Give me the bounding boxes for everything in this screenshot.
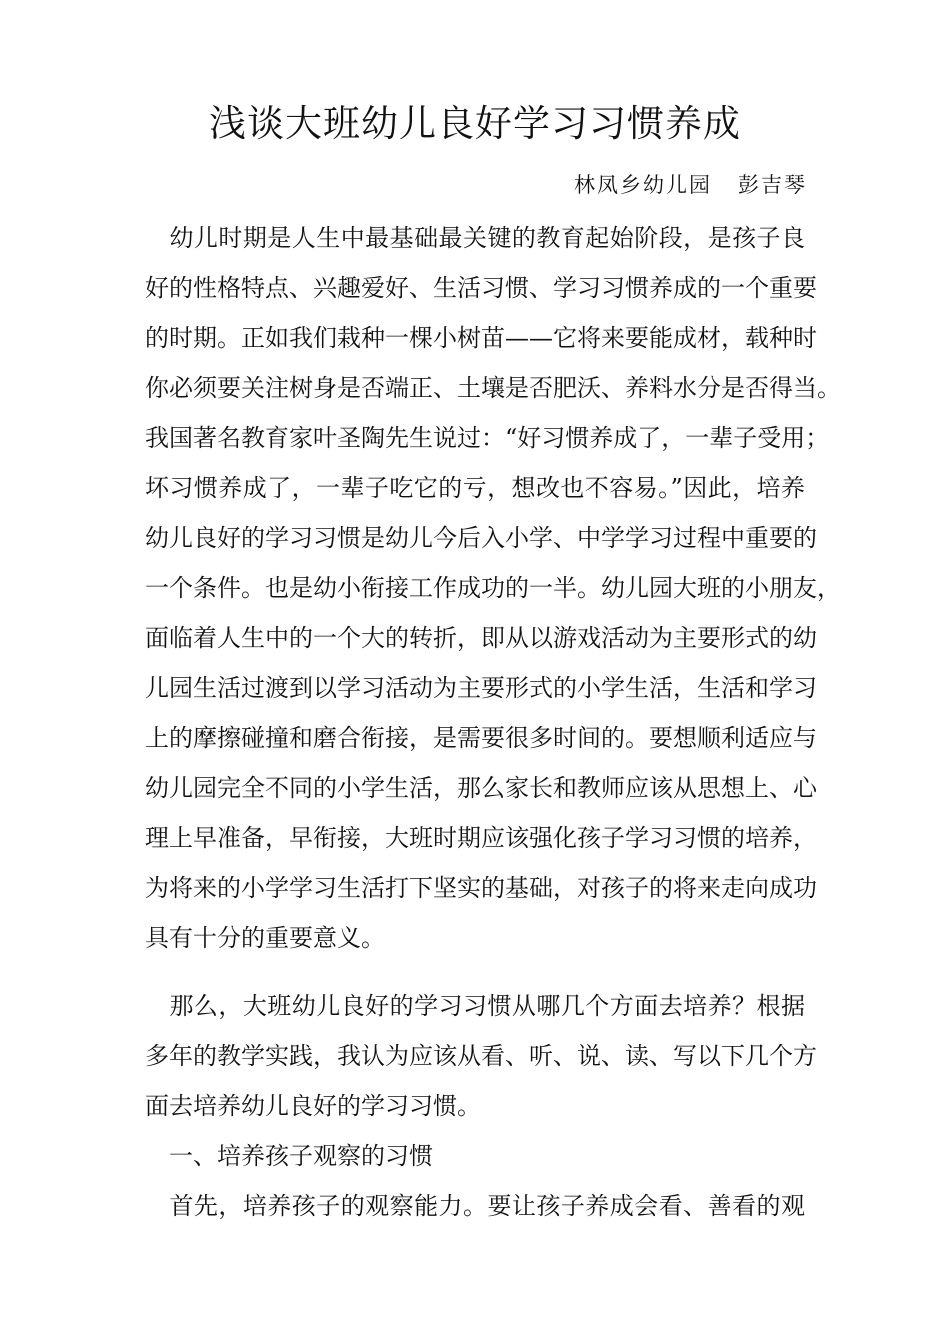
paragraph-line: 首先，培养孩子的观察能力。要让孩子养成会看、善看的观 [145,1192,805,1220]
paragraph-line: 坏习惯养成了，一辈子吃它的亏，想改也不容易。”因此，培养 [145,474,805,502]
byline-organization: 林凤乡幼儿园 [574,173,712,197]
paragraph-line: 幼儿良好的学习习惯是幼儿今后入小学、中学学习过程中重要的 [145,524,817,552]
paragraph-spacer [145,963,805,981]
paragraph-line: 儿园生活过渡到以学习活动为主要形式的小学生活，生活和学习 [145,674,817,702]
paragraph-line: 好的性格特点、兴趣爱好、生活习惯、学习习惯养成的一个重要 [145,274,817,302]
paragraph-line: 具有十分的重要意义。 [145,924,385,952]
paragraph-line: 多年的教学实践，我认为应该从看、听、说、读、写以下几个方 [145,1042,817,1070]
document-title: 浅谈大班幼儿良好学习习惯养成 [209,102,741,145]
section-heading: 一、培养孩子观察的习惯 [145,1142,433,1170]
byline-author: 彭吉琴 [738,173,807,197]
paragraph-line: 幼儿园完全不同的小学生活，那么家长和教师应该从思想上、心 [145,774,817,802]
paragraph-line: 那么，大班幼儿良好的学习习惯从哪几个方面去培养？根据 [145,992,805,1020]
paragraph-line: 上的摩擦碰撞和磨合衔接，是需要很多时间的。要想顺利适应与 [145,724,817,752]
document-body [145,213,841,1231]
byline [574,170,807,200]
paragraph-line: 你必须要关注树身是否端正、土壤是否肥沃、养料水分是否得当。 [145,374,841,402]
paragraph-line: 理上早准备，早衔接，大班时期应该强化孩子学习习惯的培养， [145,824,817,852]
paragraph-line: 面去培养幼儿良好的学习习惯。 [145,1092,481,1120]
paragraph-line: 面临着人生中的一个大的转折，即从以游戏活动为主要形式的幼 [145,624,817,652]
paragraph-line: 我国著名教育家叶圣陶先生说过：“好习惯养成了，一辈子受用； [145,424,830,452]
paragraph-line: 幼儿时期是人生中最基础最关键的教育起始阶段，是孩子良 [145,224,805,252]
paragraph-line: 的时期。正如我们栽种一棵小树苗——它将来要能成材，载种时 [145,324,817,352]
paragraph-line: 为将来的小学学习生活打下坚实的基础，对孩子的将来走向成功 [145,874,817,902]
paragraph-line: 一个条件。也是幼小衔接工作成功的一半。幼儿园大班的小朋友， [145,574,841,602]
